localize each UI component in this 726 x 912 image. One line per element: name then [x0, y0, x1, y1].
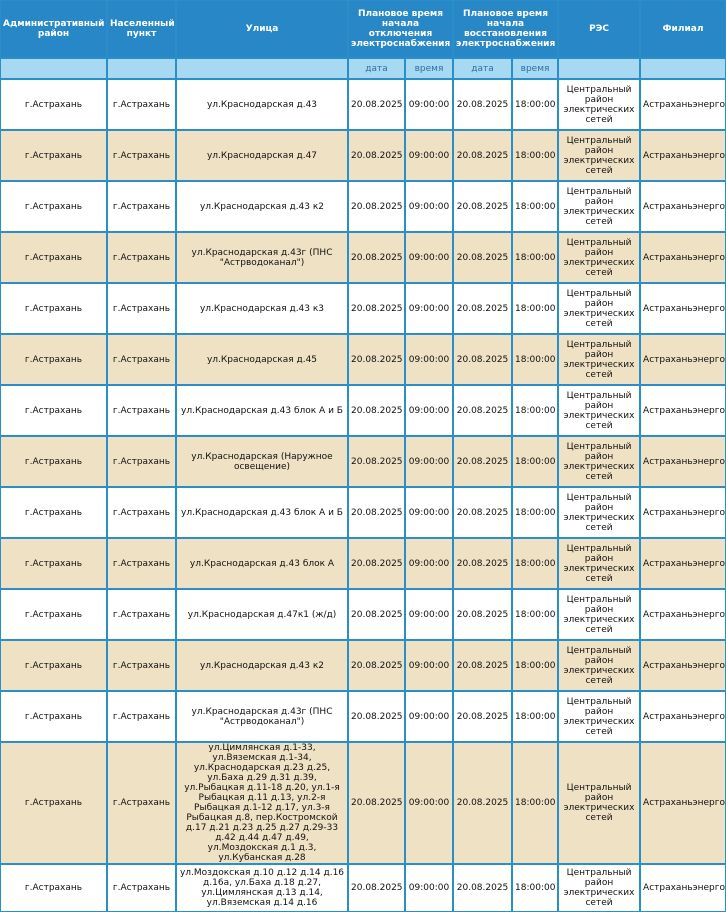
header-on-time: Плановое время начала восстановления электроснабжения — [453, 0, 558, 58]
subheader-off-time: время — [405, 58, 453, 79]
cell-off-date: 20.08.2025 — [348, 742, 405, 864]
cell-on-time: 18:00:00 — [512, 436, 558, 487]
cell-locality: г.Астрахань — [107, 385, 176, 436]
cell-res: Центральный район электрических сетей — [558, 130, 640, 181]
cell-off-time: 09:00:00 — [405, 487, 453, 538]
cell-off-date: 20.08.2025 — [348, 130, 405, 181]
cell-on-time: 18:00:00 — [512, 742, 558, 864]
cell-on-time: 18:00:00 — [512, 538, 558, 589]
cell-street: ул.Краснодарская д.43 блок А и Б — [176, 385, 348, 436]
cell-res: Центральный район электрических сетей — [558, 864, 640, 912]
cell-branch: Астраханьэнерго — [640, 436, 726, 487]
cell-on-time: 18:00:00 — [512, 181, 558, 232]
cell-branch: Астраханьэнерго — [640, 181, 726, 232]
cell-on-date: 20.08.2025 — [453, 640, 512, 691]
header-district: Административный район — [0, 0, 107, 58]
cell-branch: Астраханьэнерго — [640, 385, 726, 436]
cell-on-date: 20.08.2025 — [453, 487, 512, 538]
cell-branch: Астраханьэнерго — [640, 589, 726, 640]
header-off-time: Плановое время начала отключения электроснабжения — [348, 0, 453, 58]
table-body — [0, 79, 726, 912]
cell-branch: Астраханьэнерго — [640, 538, 726, 589]
cell-on-time: 18:00:00 — [512, 385, 558, 436]
cell-res: Центральный район электрических сетей — [558, 436, 640, 487]
cell-street: ул.Краснодарская (Наружное освещение) — [176, 436, 348, 487]
cell-res: Центральный район электрических сетей — [558, 334, 640, 385]
cell-district: г.Астрахань — [0, 385, 107, 436]
cell-district: г.Астрахань — [0, 640, 107, 691]
cell-off-date: 20.08.2025 — [348, 691, 405, 742]
cell-off-date: 20.08.2025 — [348, 589, 405, 640]
cell-locality: г.Астрахань — [107, 334, 176, 385]
cell-res: Центральный район электрических сетей — [558, 742, 640, 864]
cell-off-date: 20.08.2025 — [348, 864, 405, 912]
cell-on-date: 20.08.2025 — [453, 79, 512, 130]
cell-branch: Астраханьэнерго — [640, 130, 726, 181]
cell-locality: г.Астрахань — [107, 232, 176, 283]
cell-branch: Астраханьэнерго — [640, 864, 726, 912]
cell-district: г.Астрахань — [0, 742, 107, 864]
cell-on-time: 18:00:00 — [512, 487, 558, 538]
table-row — [0, 640, 726, 691]
subheader-empty — [558, 58, 640, 79]
cell-district: г.Астрахань — [0, 589, 107, 640]
table-row — [0, 538, 726, 589]
cell-branch: Астраханьэнерго — [640, 334, 726, 385]
table-row — [0, 691, 726, 742]
cell-district: г.Астрахань — [0, 181, 107, 232]
cell-off-date: 20.08.2025 — [348, 79, 405, 130]
cell-district: г.Астрахань — [0, 79, 107, 130]
cell-off-date: 20.08.2025 — [348, 334, 405, 385]
cell-on-time: 18:00:00 — [512, 334, 558, 385]
cell-branch: Астраханьэнерго — [640, 691, 726, 742]
table-row — [0, 283, 726, 334]
cell-res: Центральный район электрических сетей — [558, 691, 640, 742]
cell-on-date: 20.08.2025 — [453, 436, 512, 487]
cell-res: Центральный район электрических сетей — [558, 385, 640, 436]
cell-on-date: 20.08.2025 — [453, 130, 512, 181]
subheader-off-date: дата — [348, 58, 405, 79]
cell-off-time: 09:00:00 — [405, 589, 453, 640]
cell-locality: г.Астрахань — [107, 864, 176, 912]
cell-res: Центральный район электрических сетей — [558, 283, 640, 334]
cell-district: г.Астрахань — [0, 864, 107, 912]
cell-street: ул.Цимлянская д.1-33, ул.Вяземская д.1-34, ул.Краснодарская д.23 д.25, ул.Баха д.29 д.31 д.39, ул.Рыбацкая д.11-18 д.20, ул.1-я Рыбацкая д.11 д.13, ул.2-я Рыбацкая д.1-12 д.17, ул.3-я Рыбацкая д.8, пер.Костромской д.17 д.21 д.23 д.25 д.27 д.29-33 д.42 д.44 д.47 д.49, ул.Моздокская д.1 д.3, ул.Кубанская д.28 — [176, 742, 348, 864]
cell-off-time: 09:00:00 — [405, 538, 453, 589]
cell-res: Центральный район электрических сетей — [558, 589, 640, 640]
cell-street: ул.Краснодарская д.47к1 (ж/д) — [176, 589, 348, 640]
subheader-empty — [107, 58, 176, 79]
header-street: Улица — [176, 0, 348, 58]
cell-res: Центральный район электрических сетей — [558, 487, 640, 538]
cell-on-date: 20.08.2025 — [453, 232, 512, 283]
cell-on-date: 20.08.2025 — [453, 589, 512, 640]
cell-on-date: 20.08.2025 — [453, 691, 512, 742]
cell-on-date: 20.08.2025 — [453, 181, 512, 232]
cell-on-date: 20.08.2025 — [453, 538, 512, 589]
cell-district: г.Астрахань — [0, 130, 107, 181]
subheader-empty — [176, 58, 348, 79]
subheader-empty — [640, 58, 726, 79]
cell-off-time: 09:00:00 — [405, 232, 453, 283]
cell-locality: г.Астрахань — [107, 79, 176, 130]
cell-branch: Астраханьэнерго — [640, 742, 726, 864]
cell-res: Центральный район электрических сетей — [558, 640, 640, 691]
cell-street: ул.Краснодарская д.43 к3 — [176, 283, 348, 334]
cell-district: г.Астрахань — [0, 334, 107, 385]
subheader-on-date: дата — [453, 58, 512, 79]
table-row — [0, 79, 726, 130]
cell-locality: г.Астрахань — [107, 742, 176, 864]
header-branch: Филиал — [640, 0, 726, 58]
cell-res: Центральный район электрических сетей — [558, 232, 640, 283]
cell-off-time: 09:00:00 — [405, 742, 453, 864]
cell-street: ул.Краснодарская д.45 — [176, 334, 348, 385]
cell-branch: Астраханьэнерго — [640, 79, 726, 130]
cell-off-time: 09:00:00 — [405, 130, 453, 181]
table-row — [0, 181, 726, 232]
cell-locality: г.Астрахань — [107, 640, 176, 691]
cell-on-time: 18:00:00 — [512, 589, 558, 640]
cell-district: г.Астрахань — [0, 487, 107, 538]
cell-off-date: 20.08.2025 — [348, 436, 405, 487]
header-locality: Населенный пункт — [107, 0, 176, 58]
cell-off-time: 09:00:00 — [405, 691, 453, 742]
cell-off-date: 20.08.2025 — [348, 538, 405, 589]
cell-street: ул.Краснодарская д.43 блок А — [176, 538, 348, 589]
cell-locality: г.Астрахань — [107, 691, 176, 742]
cell-district: г.Астрахань — [0, 283, 107, 334]
table-row — [0, 487, 726, 538]
cell-street: ул.Краснодарская д.43 к2 — [176, 181, 348, 232]
cell-off-time: 09:00:00 — [405, 864, 453, 912]
cell-res: Центральный район электрических сетей — [558, 181, 640, 232]
cell-locality: г.Астрахань — [107, 130, 176, 181]
cell-res: Центральный район электрических сетей — [558, 538, 640, 589]
cell-district: г.Астрахань — [0, 436, 107, 487]
cell-on-date: 20.08.2025 — [453, 742, 512, 864]
header-res: РЭС — [558, 0, 640, 58]
cell-off-time: 09:00:00 — [405, 334, 453, 385]
cell-off-time: 09:00:00 — [405, 283, 453, 334]
table-row — [0, 589, 726, 640]
table-row — [0, 742, 726, 864]
cell-off-time: 09:00:00 — [405, 79, 453, 130]
cell-on-date: 20.08.2025 — [453, 334, 512, 385]
cell-street: ул.Краснодарская д.47 — [176, 130, 348, 181]
table-row — [0, 864, 726, 912]
cell-off-date: 20.08.2025 — [348, 232, 405, 283]
cell-street: ул.Краснодарская д.43 блок А и Б — [176, 487, 348, 538]
cell-branch: Астраханьэнерго — [640, 232, 726, 283]
cell-street: ул.Моздокская д.10 д.12 д.14 д.16 д.16а, ул.Баха д.18 д.27, ул.Цимлянская д.13 д.14, ул.Вяземская д.14 д.16 — [176, 864, 348, 912]
cell-district: г.Астрахань — [0, 538, 107, 589]
cell-street: ул.Краснодарская д.43г (ПНС "Астрводоканал") — [176, 232, 348, 283]
cell-district: г.Астрахань — [0, 691, 107, 742]
cell-locality: г.Астрахань — [107, 538, 176, 589]
subheader-on-time: время — [512, 58, 558, 79]
cell-on-time: 18:00:00 — [512, 130, 558, 181]
cell-off-date: 20.08.2025 — [348, 181, 405, 232]
table-row — [0, 232, 726, 283]
table-row — [0, 436, 726, 487]
table-row — [0, 334, 726, 385]
cell-off-time: 09:00:00 — [405, 385, 453, 436]
cell-on-date: 20.08.2025 — [453, 385, 512, 436]
cell-off-date: 20.08.2025 — [348, 640, 405, 691]
table-header — [0, 0, 726, 79]
cell-street: ул.Краснодарская д.43г (ПНС "Астрводоканал") — [176, 691, 348, 742]
cell-on-time: 18:00:00 — [512, 232, 558, 283]
cell-street: ул.Краснодарская д.43 к2 — [176, 640, 348, 691]
cell-locality: г.Астрахань — [107, 487, 176, 538]
cell-off-time: 09:00:00 — [405, 436, 453, 487]
cell-locality: г.Астрахань — [107, 283, 176, 334]
cell-on-time: 18:00:00 — [512, 283, 558, 334]
cell-branch: Астраханьэнерго — [640, 640, 726, 691]
cell-res: Центральный район электрических сетей — [558, 79, 640, 130]
cell-off-date: 20.08.2025 — [348, 487, 405, 538]
cell-locality: г.Астрахань — [107, 589, 176, 640]
cell-on-time: 18:00:00 — [512, 79, 558, 130]
cell-district: г.Астрахань — [0, 232, 107, 283]
cell-branch: Астраханьэнерго — [640, 487, 726, 538]
cell-branch: Астраханьэнерго — [640, 283, 726, 334]
table-row — [0, 385, 726, 436]
cell-on-date: 20.08.2025 — [453, 864, 512, 912]
cell-on-time: 18:00:00 — [512, 640, 558, 691]
cell-off-time: 09:00:00 — [405, 181, 453, 232]
cell-on-time: 18:00:00 — [512, 691, 558, 742]
cell-locality: г.Астрахань — [107, 436, 176, 487]
table-row — [0, 130, 726, 181]
subheader-empty — [0, 58, 107, 79]
cell-on-date: 20.08.2025 — [453, 283, 512, 334]
cell-on-time: 18:00:00 — [512, 864, 558, 912]
cell-locality: г.Астрахань — [107, 181, 176, 232]
cell-off-date: 20.08.2025 — [348, 283, 405, 334]
cell-off-time: 09:00:00 — [405, 640, 453, 691]
cell-street: ул.Краснодарская д.43 — [176, 79, 348, 130]
cell-off-date: 20.08.2025 — [348, 385, 405, 436]
